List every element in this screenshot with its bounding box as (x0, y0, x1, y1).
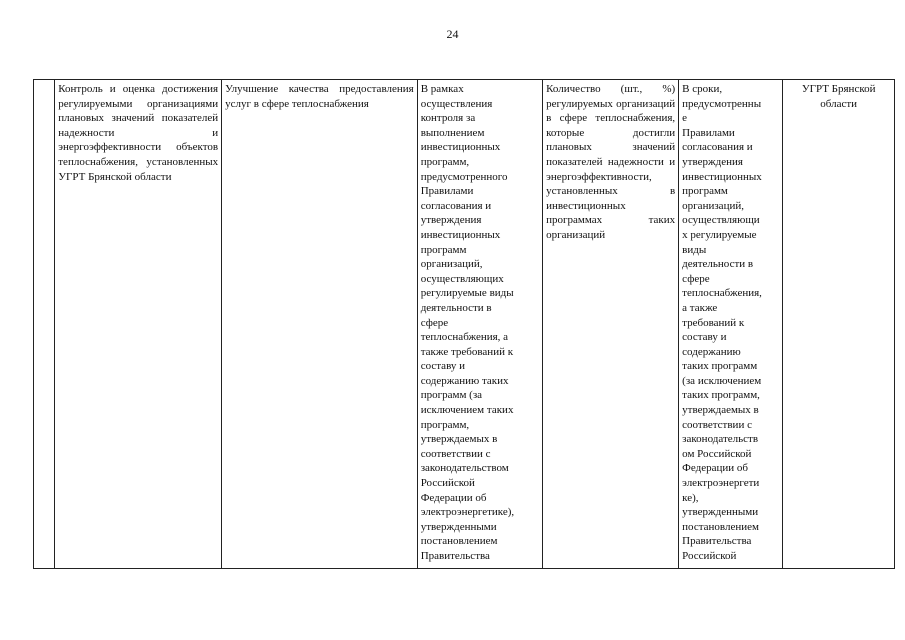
basis-cell: В рамках осуществления контроля за выполнением инвестиционных программ, предусмотренного Правилами согласования и утверждения инвестиционных программ организаций, осуществляющих регулируемые виды деятельности в сфере теплоснабжения, а также требований к составу и содержанию таких программ (за исключением таких программ, утверждаемых в соответствии с законодательством Российской Федерации об электроэнергетике), утвержденными постановлением Правительства (417, 80, 542, 569)
goal-cell: Улучшение качества предоставления услуг в сфере теплоснабжения (222, 80, 418, 569)
table-row (34, 80, 895, 569)
measure-cell: Контроль и оценка достижения регулируемыми организациями плановых значений показателей надежности и энергоэффективности объектов теплоснабжения, установленных УГРТ Брянской области (55, 80, 222, 569)
document-table (33, 79, 895, 569)
indicator-cell: Количество (шт., %) регулируемых организаций в сфере теплоснабжения, которые достигли плановых значений показателей надежности и энергоэффективности, установленных в инвестиционных программах таких организаций (543, 80, 679, 569)
deadline-cell: В сроки, предусмотренны е Правилами согласования и утверждения инвестиционных программ организаций, осуществляющи х регулируемые виды деятельности в сфере теплоснабжения, а также требований к составу и содержанию таких программ (за исключением таких программ, утверждаемых в соответствии с законодательств ом Российской Федерации об электроэнергети ке), утвержденными постановлением Правительства Российской (679, 80, 783, 569)
responsible-cell: УГРТ Брянской области (783, 80, 895, 569)
page-number: 24 (446, 27, 459, 41)
row-number-cell (34, 80, 55, 569)
